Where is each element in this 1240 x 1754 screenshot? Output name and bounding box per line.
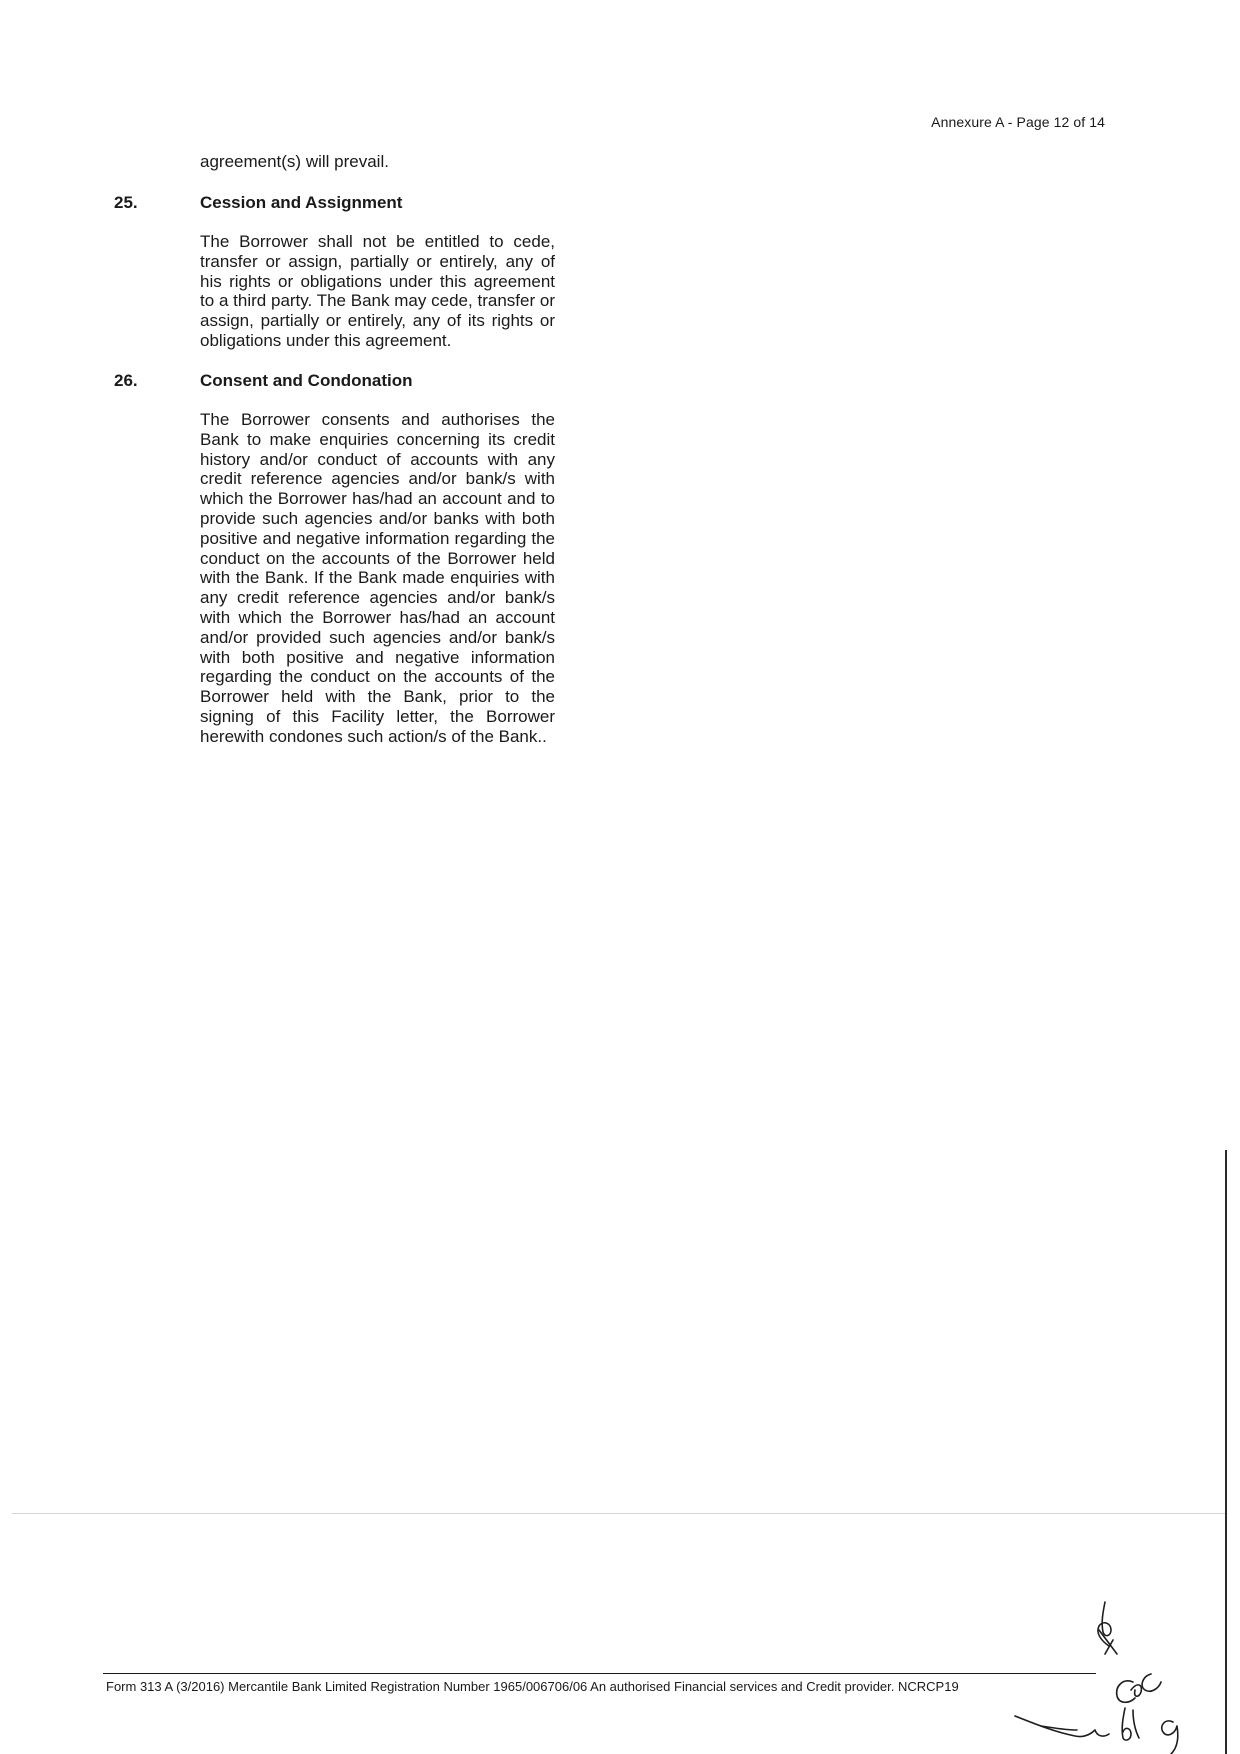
section-26-body: The Borrower consents and authorises the Bank to make enquiries concerning its credit history and/or conduct of accounts with any credit reference agencies and/or bank/s with which the Borrower has/had an account and to provide such agencies and/or banks with both positive and negative information regarding the conduct on the accounts of the Borrower held with the Bank. If the Bank made enquiries with any credit reference agencies and/or bank/s with which the Borrower has/had an account and/or provided such agencies and/or bank/s with both positive and negative information regarding the conduct on the accounts of the Borrower held with the Bank, prior to the signing of this Facility letter, the Borrower herewith condones such action/s of the Bank..	[200, 410, 555, 746]
section-25-number: 25.	[114, 193, 138, 212]
scan-page-edge	[1225, 1150, 1227, 1754]
handwritten-initials	[1005, 1590, 1225, 1754]
section-25-title: Cession and Assignment	[200, 193, 403, 212]
page-number-header: Annexure A - Page 12 of 14	[931, 114, 1105, 130]
scan-fold-line	[12, 1513, 1227, 1514]
footer-divider	[103, 1673, 1096, 1674]
footer-registration-text: Form 313 A (3/2016) Mercantile Bank Limited Registration Number 1965/006706/06 An authorised Financial services and Credit provider. NCRCP19	[106, 1679, 959, 1694]
section-25-body: The Borrower shall not be entitled to cede, transfer or assign, partially or entirely, any of his rights or obligations under this agreement to a third party. The Bank may cede, transfer or assign, partially or entirely, any of its rights or obligations under this agreement.	[200, 232, 555, 350]
continuation-text: agreement(s) will prevail.	[200, 152, 389, 171]
section-26-number: 26.	[114, 371, 138, 390]
section-26-title: Consent and Condonation	[200, 371, 413, 390]
